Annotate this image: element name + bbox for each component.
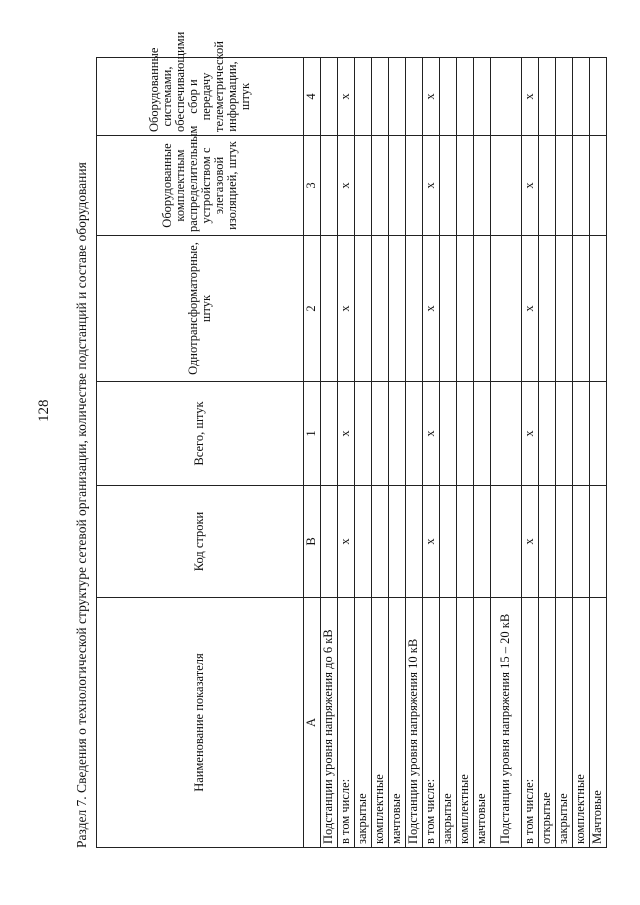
table-row [406,58,423,848]
table-cell [539,486,556,598]
table-cell [440,58,457,136]
table-cell: х [338,58,355,136]
table-cell [491,58,522,136]
table-cell [457,58,474,136]
table-cell [474,136,491,236]
table-cell [556,58,573,136]
table-cell [355,382,372,486]
index-row [304,58,321,848]
table-cell [389,236,406,382]
row-label: в том числе: [522,598,539,848]
table-cell [321,486,338,598]
table-cell [539,236,556,382]
row-label: комплектные [372,598,389,848]
table-cell [406,486,423,598]
table-cell [406,58,423,136]
table-cell [457,136,474,236]
table-cell: х [522,486,539,598]
index-cell: А [304,598,321,848]
table-cell: х [338,382,355,486]
table-cell: х [522,136,539,236]
table-cell [457,486,474,598]
table-cell [406,136,423,236]
table-cell [321,136,338,236]
table-cell: х [338,136,355,236]
table-cell [389,382,406,486]
table-cell [556,486,573,598]
table-cell: х [338,236,355,382]
table-cell [372,382,389,486]
table-cell [457,236,474,382]
table-cell [389,58,406,136]
header-indicator-name: Наименование показателя [97,598,304,848]
table-cell [372,236,389,382]
table-row [321,58,338,848]
table-cell [440,136,457,236]
table-row [556,58,573,848]
table-cell [474,58,491,136]
index-cell: 2 [304,236,321,382]
row-label: мачтовые [474,598,491,848]
table-row [590,58,607,848]
table-cell [372,486,389,598]
table-row [522,58,539,848]
header-row [97,58,304,848]
row-label: открытые [539,598,556,848]
header-total: Всего, штук [97,382,304,486]
table-cell: х [423,58,440,136]
row-label: комплектные [457,598,474,848]
table-row [491,58,522,848]
header-single-transformer: Однотрансформаторные, штук [97,236,304,382]
table-cell [573,136,590,236]
table-row [440,58,457,848]
table-cell [440,382,457,486]
table-cell [556,136,573,236]
row-label: в том числе: [423,598,440,848]
table-cell [457,382,474,486]
table-cell: х [338,486,355,598]
row-label: Подстанции уровня напряжения 10 кВ [406,598,423,848]
table-cell [590,58,607,136]
table-cell [440,236,457,382]
table-cell [556,382,573,486]
index-cell: 4 [304,58,321,136]
table-cell [474,486,491,598]
table-cell [590,486,607,598]
table-cell [491,382,522,486]
row-label: Мачтовые [590,598,607,848]
table-cell [474,236,491,382]
table-cell: х [522,58,539,136]
table-cell [321,236,338,382]
row-label: в том числе: [338,598,355,848]
table-cell [539,382,556,486]
table-cell [389,136,406,236]
table-row [423,58,440,848]
table-cell [372,136,389,236]
table-cell [474,382,491,486]
row-label: закрытые [440,598,457,848]
table-cell: х [522,382,539,486]
table-row [355,58,372,848]
table-cell [491,486,522,598]
index-cell: В [304,486,321,598]
table-cell [573,382,590,486]
table-cell [573,58,590,136]
row-label: закрытые [556,598,573,848]
table-cell [590,382,607,486]
table-cell [355,136,372,236]
table-row [372,58,389,848]
table-cell [539,136,556,236]
table-cell [491,136,522,236]
table-row [389,58,406,848]
page-number: 128 [36,399,52,422]
table-cell [590,236,607,382]
table-row [573,58,590,848]
row-label: Подстанции уровня напряжения 15 – 20 кВ [491,598,522,848]
table-cell: х [423,136,440,236]
table-cell [355,236,372,382]
table-cell [573,486,590,598]
table-cell: х [522,236,539,382]
table-cell: х [423,236,440,382]
table-cell [321,382,338,486]
table-cell [539,58,556,136]
table-cell [406,236,423,382]
table-cell [440,486,457,598]
index-cell: 3 [304,136,321,236]
header-telemetry-equipped: Оборудованные системами, обеспечивающими сбор и передачу телеметрической информации, штук [97,58,304,136]
table-cell [573,236,590,382]
section-title: Раздел 7. Сведения о технологической структуре сетевой организации, количестве подстанций и составе оборудования [74,162,89,848]
row-label: закрытые [355,598,372,848]
table-cell [556,236,573,382]
table-cell [406,382,423,486]
table-cell [372,58,389,136]
row-label: Подстанции уровня напряжения до 6 кВ [321,598,338,848]
row-label: мачтовые [389,598,406,848]
table-row [474,58,491,848]
table-cell [590,136,607,236]
rotated-content [74,31,605,848]
header-gis-equipped: Оборудованные комплектным распределительным устройством с элегазовой изоляцией, штук [97,136,304,236]
table-row [457,58,474,848]
table-cell [321,58,338,136]
table-cell [355,58,372,136]
row-label: комплектные [573,598,590,848]
table-row [338,58,355,848]
table-cell [389,486,406,598]
table-cell: х [423,382,440,486]
table-cell: х [423,486,440,598]
report-table [96,31,607,848]
table-row [539,58,556,848]
table-cell [491,236,522,382]
table-cell [355,486,372,598]
header-row-code: Код строки [97,486,304,598]
index-cell: 1 [304,382,321,486]
table-body [321,58,607,848]
